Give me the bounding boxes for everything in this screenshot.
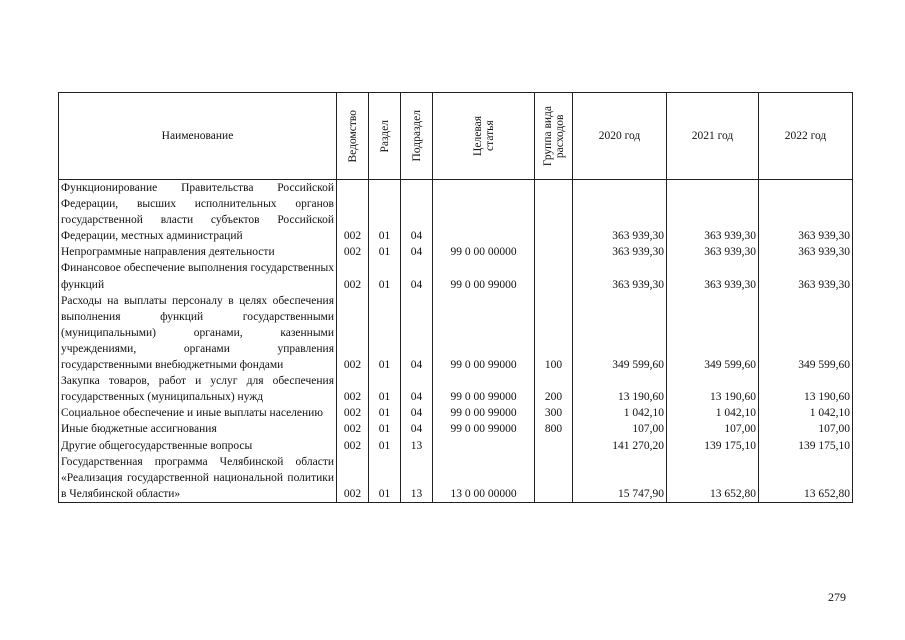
table-row xyxy=(59,405,853,421)
cell-vedomstvo: 002 xyxy=(337,421,369,437)
cell-gruppa xyxy=(535,180,573,245)
cell-name: Социальное обеспечение и иные выплаты населению xyxy=(59,405,337,421)
cell-name: Функционирование Правительства Российской Федерации, высших исполнительных органов государственной власти субъектов Российской Федерации, местных администраций xyxy=(59,180,337,245)
cell-2020: 107,00 xyxy=(573,421,667,437)
cell-celevaya: 99 0 00 00000 xyxy=(433,244,535,260)
cell-2021: 1 042,10 xyxy=(667,405,759,421)
cell-podrazdel: 04 xyxy=(401,405,433,421)
cell-celevaya: 99 0 00 99000 xyxy=(433,421,535,437)
table-row xyxy=(59,180,853,245)
cell-podrazdel: 13 xyxy=(401,454,433,503)
header-podrazdel: Подраздел xyxy=(401,93,433,180)
cell-vedomstvo: 002 xyxy=(337,293,369,373)
cell-2022: 13 652,80 xyxy=(759,454,853,503)
cell-vedomstvo: 002 xyxy=(337,260,369,292)
table-body xyxy=(59,180,853,503)
header-2021: 2021 год xyxy=(667,93,759,180)
table-row xyxy=(59,293,853,373)
cell-2020: 141 270,20 xyxy=(573,438,667,454)
cell-razdel: 01 xyxy=(369,260,401,292)
header-name: Наименование xyxy=(59,93,337,180)
cell-razdel: 01 xyxy=(369,421,401,437)
cell-name: Непрограммные направления деятельности xyxy=(59,244,337,260)
header-celevaya: Целевая статья xyxy=(433,93,535,180)
cell-podrazdel: 13 xyxy=(401,438,433,454)
cell-name: Финансовое обеспечение выполнения государственных функций xyxy=(59,260,337,292)
cell-vedomstvo: 002 xyxy=(337,438,369,454)
table-row xyxy=(59,244,853,260)
cell-name: Иные бюджетные ассигнования xyxy=(59,421,337,437)
cell-celevaya: 13 0 00 00000 xyxy=(433,454,535,503)
cell-celevaya: 99 0 00 99000 xyxy=(433,373,535,405)
cell-gruppa: 300 xyxy=(535,405,573,421)
cell-gruppa xyxy=(535,438,573,454)
cell-2021: 363 939,30 xyxy=(667,260,759,292)
cell-podrazdel: 04 xyxy=(401,373,433,405)
cell-razdel: 01 xyxy=(369,293,401,373)
cell-2020: 1 042,10 xyxy=(573,405,667,421)
page-number: 279 xyxy=(828,590,846,604)
table-row xyxy=(59,421,853,437)
cell-2020: 13 190,60 xyxy=(573,373,667,405)
cell-gruppa xyxy=(535,244,573,260)
cell-2020: 15 747,90 xyxy=(573,454,667,503)
cell-podrazdel: 04 xyxy=(401,260,433,292)
cell-2021: 107,00 xyxy=(667,421,759,437)
cell-podrazdel: 04 xyxy=(401,293,433,373)
cell-2022: 13 190,60 xyxy=(759,373,853,405)
header-vedomstvo: Ведомство xyxy=(337,93,369,180)
cell-gruppa: 200 xyxy=(535,373,573,405)
cell-name: Государственная программа Челябинской области «Реализация государственной национальной политики в Челябинской области» xyxy=(59,454,337,503)
cell-razdel: 01 xyxy=(369,244,401,260)
cell-vedomstvo: 002 xyxy=(337,244,369,260)
cell-vedomstvo: 002 xyxy=(337,180,369,245)
cell-vedomstvo: 002 xyxy=(337,454,369,503)
cell-gruppa: 100 xyxy=(535,293,573,373)
table-row xyxy=(59,373,853,405)
cell-razdel: 01 xyxy=(369,180,401,245)
cell-2022: 349 599,60 xyxy=(759,293,853,373)
cell-celevaya xyxy=(433,180,535,245)
cell-2022: 1 042,10 xyxy=(759,405,853,421)
cell-name: Расходы на выплаты персоналу в целях обеспечения выполнения функций государственными (муниципальными) органами, казенными учреждениями, органами управления государственными внебюджетными фондами xyxy=(59,293,337,373)
table-row xyxy=(59,260,853,292)
cell-razdel: 01 xyxy=(369,373,401,405)
cell-2022: 363 939,30 xyxy=(759,180,853,245)
cell-2020: 363 939,30 xyxy=(573,180,667,245)
cell-podrazdel: 04 xyxy=(401,180,433,245)
header-razdel: Раздел xyxy=(369,93,401,180)
cell-2021: 139 175,10 xyxy=(667,438,759,454)
header-gruppa: Группа вида расходов xyxy=(535,93,573,180)
cell-razdel: 01 xyxy=(369,405,401,421)
cell-2020: 363 939,30 xyxy=(573,260,667,292)
cell-celevaya: 99 0 00 99000 xyxy=(433,293,535,373)
cell-name: Другие общегосударственные вопросы xyxy=(59,438,337,454)
cell-vedomstvo: 002 xyxy=(337,373,369,405)
header-row xyxy=(59,93,853,180)
cell-celevaya: 99 0 00 99000 xyxy=(433,405,535,421)
header-2020: 2020 год xyxy=(573,93,667,180)
cell-2022: 139 175,10 xyxy=(759,438,853,454)
cell-2021: 363 939,30 xyxy=(667,180,759,245)
cell-gruppa: 800 xyxy=(535,421,573,437)
cell-podrazdel: 04 xyxy=(401,244,433,260)
table-row xyxy=(59,438,853,454)
cell-2022: 363 939,30 xyxy=(759,260,853,292)
cell-2022: 363 939,30 xyxy=(759,244,853,260)
cell-2020: 363 939,30 xyxy=(573,244,667,260)
budget-table xyxy=(58,92,853,503)
cell-razdel: 01 xyxy=(369,454,401,503)
cell-2022: 107,00 xyxy=(759,421,853,437)
cell-2021: 363 939,30 xyxy=(667,244,759,260)
cell-celevaya xyxy=(433,438,535,454)
cell-podrazdel: 04 xyxy=(401,421,433,437)
cell-name: Закупка товаров, работ и услуг для обеспечения государственных (муниципальных) нужд xyxy=(59,373,337,405)
cell-vedomstvo: 002 xyxy=(337,405,369,421)
cell-2021: 349 599,60 xyxy=(667,293,759,373)
cell-2021: 13 652,80 xyxy=(667,454,759,503)
cell-celevaya: 99 0 00 99000 xyxy=(433,260,535,292)
cell-2020: 349 599,60 xyxy=(573,293,667,373)
cell-2021: 13 190,60 xyxy=(667,373,759,405)
cell-gruppa xyxy=(535,454,573,503)
cell-razdel: 01 xyxy=(369,438,401,454)
cell-gruppa xyxy=(535,260,573,292)
table-row xyxy=(59,454,853,503)
header-2022: 2022 год xyxy=(759,93,853,180)
